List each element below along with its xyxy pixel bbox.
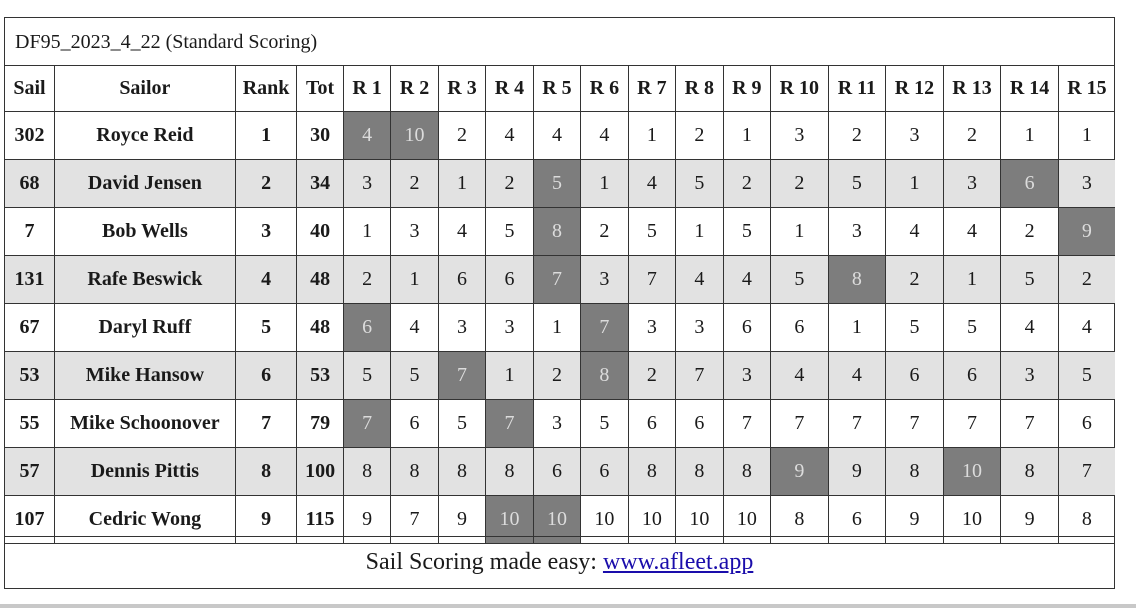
race-header-8: R 8 — [676, 66, 723, 112]
race-score-cell: 7 — [1058, 448, 1115, 496]
rank-cell: 6 — [235, 352, 297, 400]
discarded-score-cell: 7 — [343, 400, 390, 448]
race-score-cell: 5 — [723, 208, 770, 256]
discarded-score-cell: 10 — [486, 496, 533, 544]
race-score-cell: 9 — [438, 496, 485, 544]
discarded-score-cell: 10 — [533, 496, 580, 544]
race-score-cell: 2 — [676, 112, 723, 160]
race-header-14: R 14 — [1001, 66, 1059, 112]
discarded-score-cell: 8 — [581, 352, 628, 400]
race-score-cell: 7 — [676, 352, 723, 400]
race-score-cell: 2 — [1001, 208, 1059, 256]
rank-cell: 2 — [235, 160, 297, 208]
race-score-cell: 3 — [723, 352, 770, 400]
sail-cell: 57 — [5, 448, 54, 496]
table-row — [5, 352, 1115, 400]
sail-cell: 67 — [5, 304, 54, 352]
discarded-score-cell: 7 — [486, 400, 533, 448]
race-score-cell: 2 — [343, 256, 390, 304]
race-header-13: R 13 — [943, 66, 1001, 112]
sailor-cell: Mike Schoonover — [54, 400, 235, 448]
race-header-2: R 2 — [391, 66, 438, 112]
race-score-cell: 8 — [886, 448, 944, 496]
rank-header: Rank — [235, 66, 297, 112]
tot-header: Tot — [297, 66, 343, 112]
race-score-cell: 4 — [886, 208, 944, 256]
race-score-cell: 4 — [391, 304, 438, 352]
race-score-cell: 4 — [723, 256, 770, 304]
discarded-score-cell: 5 — [533, 160, 580, 208]
race-score-cell: 1 — [723, 112, 770, 160]
race-header-4: R 4 — [486, 66, 533, 112]
race-score-cell: 5 — [828, 160, 886, 208]
race-score-cell: 6 — [438, 256, 485, 304]
race-score-cell: 1 — [886, 160, 944, 208]
race-score-cell: 3 — [771, 112, 829, 160]
table-row — [5, 400, 1115, 448]
race-score-cell: 8 — [771, 496, 829, 544]
race-header-3: R 3 — [438, 66, 485, 112]
race-score-cell: 10 — [723, 496, 770, 544]
race-score-cell: 4 — [943, 208, 1001, 256]
race-score-cell: 8 — [1058, 496, 1115, 544]
race-score-cell: 5 — [581, 400, 628, 448]
race-score-cell: 7 — [943, 400, 1001, 448]
race-score-cell: 6 — [1058, 400, 1115, 448]
race-score-cell: 1 — [628, 112, 675, 160]
race-score-cell: 4 — [533, 112, 580, 160]
discarded-score-cell: 6 — [343, 304, 390, 352]
race-score-cell: 5 — [771, 256, 829, 304]
race-score-cell: 6 — [943, 352, 1001, 400]
race-score-cell: 8 — [438, 448, 485, 496]
race-score-cell: 3 — [943, 160, 1001, 208]
race-score-cell: 1 — [533, 304, 580, 352]
race-score-cell: 5 — [486, 208, 533, 256]
race-score-cell: 9 — [1001, 496, 1059, 544]
race-score-cell: 5 — [391, 352, 438, 400]
discarded-score-cell: 4 — [343, 112, 390, 160]
results-table — [5, 66, 1115, 544]
race-score-cell: 10 — [676, 496, 723, 544]
table-row — [5, 448, 1115, 496]
race-header-1: R 1 — [343, 66, 390, 112]
rank-cell: 1 — [235, 112, 297, 160]
race-score-cell: 3 — [438, 304, 485, 352]
race-score-cell: 2 — [943, 112, 1001, 160]
race-header-6: R 6 — [581, 66, 628, 112]
race-score-cell: 1 — [343, 208, 390, 256]
race-score-cell: 9 — [828, 448, 886, 496]
race-score-cell: 3 — [628, 304, 675, 352]
tot-cell: 34 — [297, 160, 343, 208]
tot-cell: 48 — [297, 256, 343, 304]
race-score-cell: 5 — [676, 160, 723, 208]
race-score-cell: 2 — [723, 160, 770, 208]
race-score-cell: 8 — [1001, 448, 1059, 496]
sail-cell: 107 — [5, 496, 54, 544]
discarded-score-cell: 10 — [391, 112, 438, 160]
race-score-cell: 4 — [1001, 304, 1059, 352]
race-score-cell: 6 — [886, 352, 944, 400]
sail-cell: 55 — [5, 400, 54, 448]
race-score-cell: 2 — [828, 112, 886, 160]
table-row — [5, 304, 1115, 352]
race-header-15: R 15 — [1058, 66, 1115, 112]
rank-cell: 8 — [235, 448, 297, 496]
sailor-cell: Daryl Ruff — [54, 304, 235, 352]
discarded-score-cell: 7 — [581, 304, 628, 352]
race-score-cell: 1 — [943, 256, 1001, 304]
race-score-cell: 4 — [676, 256, 723, 304]
tot-cell: 79 — [297, 400, 343, 448]
race-score-cell: 8 — [628, 448, 675, 496]
race-score-cell: 2 — [533, 352, 580, 400]
race-score-cell: 3 — [486, 304, 533, 352]
race-score-cell: 5 — [1001, 256, 1059, 304]
sail-cell: 53 — [5, 352, 54, 400]
race-score-cell: 10 — [581, 496, 628, 544]
race-score-cell: 4 — [828, 352, 886, 400]
race-score-cell: 3 — [533, 400, 580, 448]
sailor-cell: Rafe Beswick — [54, 256, 235, 304]
race-score-cell: 5 — [343, 352, 390, 400]
race-score-cell: 4 — [1058, 304, 1115, 352]
race-score-cell: 6 — [676, 400, 723, 448]
race-header-11: R 11 — [828, 66, 886, 112]
discarded-score-cell: 9 — [771, 448, 829, 496]
race-score-cell: 6 — [486, 256, 533, 304]
bottom-strip — [0, 604, 1136, 608]
header-row — [5, 66, 1115, 112]
race-score-cell: 1 — [1058, 112, 1115, 160]
tot-cell: 48 — [297, 304, 343, 352]
sailor-cell: Royce Reid — [54, 112, 235, 160]
tot-cell: 40 — [297, 208, 343, 256]
race-score-cell: 4 — [628, 160, 675, 208]
discarded-score-cell: 9 — [1058, 208, 1115, 256]
race-score-cell: 7 — [1001, 400, 1059, 448]
race-score-cell: 7 — [391, 496, 438, 544]
race-score-cell: 8 — [723, 448, 770, 496]
race-header-12: R 12 — [886, 66, 944, 112]
race-score-cell: 3 — [886, 112, 944, 160]
tot-cell: 30 — [297, 112, 343, 160]
race-score-cell: 1 — [828, 304, 886, 352]
race-score-cell: 9 — [886, 496, 944, 544]
race-score-cell: 4 — [771, 352, 829, 400]
race-score-cell: 3 — [391, 208, 438, 256]
race-score-cell: 5 — [628, 208, 675, 256]
race-score-cell: 5 — [943, 304, 1001, 352]
race-header-10: R 10 — [771, 66, 829, 112]
race-score-cell: 6 — [723, 304, 770, 352]
race-score-cell: 6 — [581, 448, 628, 496]
sailor-cell: Dennis Pittis — [54, 448, 235, 496]
race-score-cell: 3 — [581, 256, 628, 304]
rank-cell: 9 — [235, 496, 297, 544]
table-row — [5, 256, 1115, 304]
race-score-cell: 6 — [828, 496, 886, 544]
sailor-cell: Cedric Wong — [54, 496, 235, 544]
footer — [5, 536, 1114, 588]
race-score-cell: 3 — [343, 160, 390, 208]
table-row — [5, 112, 1115, 160]
race-score-cell: 7 — [771, 400, 829, 448]
sail-cell: 131 — [5, 256, 54, 304]
race-score-cell: 6 — [391, 400, 438, 448]
race-score-cell: 8 — [676, 448, 723, 496]
race-score-cell: 1 — [771, 208, 829, 256]
race-score-cell: 2 — [581, 208, 628, 256]
race-score-cell: 2 — [1058, 256, 1115, 304]
race-score-cell: 1 — [391, 256, 438, 304]
race-score-cell: 2 — [486, 160, 533, 208]
race-header-7: R 7 — [628, 66, 675, 112]
race-score-cell: 1 — [581, 160, 628, 208]
tot-cell: 100 — [297, 448, 343, 496]
discarded-score-cell: 7 — [438, 352, 485, 400]
sailor-cell: Mike Hansow — [54, 352, 235, 400]
rank-cell: 7 — [235, 400, 297, 448]
footer-link[interactable]: www.afleet.app — [602, 549, 754, 575]
race-score-cell: 2 — [771, 160, 829, 208]
table-row — [5, 208, 1115, 256]
race-score-cell: 5 — [1058, 352, 1115, 400]
discarded-score-cell: 8 — [533, 208, 580, 256]
sailor-cell: Bob Wells — [54, 208, 235, 256]
race-score-cell: 10 — [628, 496, 675, 544]
race-score-cell: 7 — [723, 400, 770, 448]
race-score-cell: 1 — [438, 160, 485, 208]
tot-cell: 115 — [297, 496, 343, 544]
discarded-score-cell: 8 — [828, 256, 886, 304]
race-header-9: R 9 — [723, 66, 770, 112]
race-score-cell: 4 — [486, 112, 533, 160]
discarded-score-cell: 6 — [1001, 160, 1059, 208]
race-header-5: R 5 — [533, 66, 580, 112]
race-score-cell: 3 — [1001, 352, 1059, 400]
results-sheet — [4, 17, 1115, 589]
discarded-score-cell: 7 — [533, 256, 580, 304]
results-body — [5, 112, 1115, 544]
race-score-cell: 2 — [391, 160, 438, 208]
tot-cell: 53 — [297, 352, 343, 400]
race-score-cell: 7 — [828, 400, 886, 448]
race-score-cell: 4 — [581, 112, 628, 160]
race-score-cell: 10 — [943, 496, 1001, 544]
sail-cell: 302 — [5, 112, 54, 160]
race-score-cell: 8 — [343, 448, 390, 496]
race-score-cell: 7 — [886, 400, 944, 448]
race-score-cell: 1 — [676, 208, 723, 256]
race-score-cell: 2 — [628, 352, 675, 400]
sail-cell: 7 — [5, 208, 54, 256]
race-score-cell: 2 — [886, 256, 944, 304]
rank-cell: 4 — [235, 256, 297, 304]
footer-text: Sail Scoring made easy: — [365, 549, 603, 575]
discarded-score-cell: 10 — [943, 448, 1001, 496]
race-score-cell: 7 — [628, 256, 675, 304]
sheet-title: DF95_2023_4_22 (Standard Scoring) — [5, 18, 1114, 66]
sail-header: Sail — [5, 66, 54, 112]
sailor-header: Sailor — [54, 66, 235, 112]
race-score-cell: 3 — [676, 304, 723, 352]
rank-cell: 3 — [235, 208, 297, 256]
race-score-cell: 6 — [771, 304, 829, 352]
race-score-cell: 4 — [438, 208, 485, 256]
race-score-cell: 5 — [886, 304, 944, 352]
race-score-cell: 3 — [1058, 160, 1115, 208]
race-score-cell: 6 — [533, 448, 580, 496]
race-score-cell: 9 — [343, 496, 390, 544]
race-score-cell: 1 — [486, 352, 533, 400]
race-score-cell: 8 — [486, 448, 533, 496]
race-score-cell: 3 — [828, 208, 886, 256]
race-score-cell: 2 — [438, 112, 485, 160]
sail-cell: 68 — [5, 160, 54, 208]
sailor-cell: David Jensen — [54, 160, 235, 208]
rank-cell: 5 — [235, 304, 297, 352]
race-score-cell: 8 — [391, 448, 438, 496]
race-score-cell: 5 — [438, 400, 485, 448]
race-score-cell: 1 — [1001, 112, 1059, 160]
race-score-cell: 6 — [628, 400, 675, 448]
table-row — [5, 160, 1115, 208]
